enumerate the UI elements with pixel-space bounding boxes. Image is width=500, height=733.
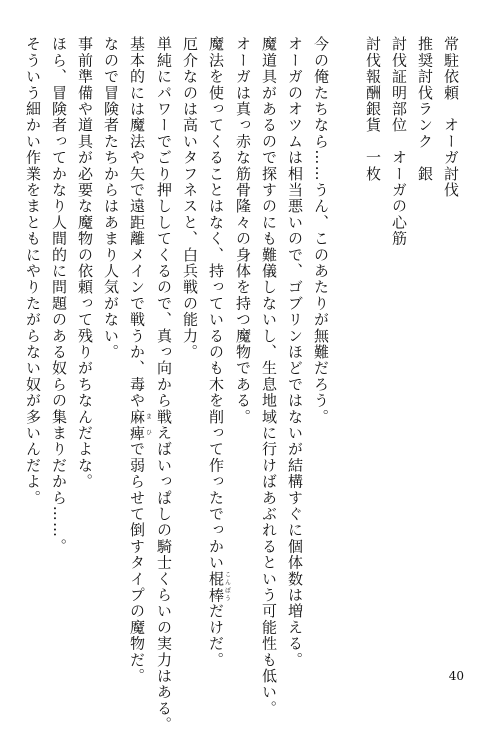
paragraph-line: 魔道具があるので探すのにも難儀しないし、生息地域に行けばあぶれるという可能性も低い。 <box>260 36 278 717</box>
paragraph-line: なので冒険者たちからはあまり人気がない。 <box>102 36 120 360</box>
paragraph-line <box>203 36 231 668</box>
paragraph-line: 事前準備や道具が必要な魔物の依頼って残りがちなんだよな。 <box>76 36 94 490</box>
paragraph-text: で弱らせて倒すタイプの魔物だ。 <box>128 441 146 685</box>
ruby-word <box>128 408 152 442</box>
paragraph-text: 基本的には魔法や矢で遠距離メインで戦うか、毒や <box>128 36 146 409</box>
ruby-reading: こんぼう <box>223 570 231 603</box>
ruby-base: 麻痺 <box>128 408 146 442</box>
quest-proof-line: 討伐証明部位 オーガの心筋 <box>390 36 408 247</box>
quest-rank-line: 推奨討伐ランク 銀 <box>416 36 434 182</box>
ruby-reading: まひ <box>144 408 152 442</box>
quest-reward-line: 討伐報酬銀貨 一枚 <box>364 36 382 182</box>
quest-title-line: 常駐依頼 オーガ討伐 <box>442 36 460 198</box>
paragraph-text: だけだ。 <box>207 603 225 668</box>
ruby-base: 棍棒 <box>207 570 225 604</box>
paragraph-text: 魔法を使ってくることはなく、持っているのも木を削って作ったでっかい <box>207 36 225 571</box>
paragraph-line: そういう細かい作業をまともにやりたがらない奴が多いんだよ。 <box>24 36 42 506</box>
paragraph-line: オーガのオツムは相当悪いので、ゴブリンほどではないが結構すぐに個体数は増える。 <box>286 36 304 668</box>
paragraph-line: ほら、冒険者ってかなり人間的に問題のある奴らの集まりだから……。 <box>50 36 68 555</box>
paragraph-line: 厄介なのは高いタフネスと、白兵戦の能力。 <box>181 36 199 360</box>
paragraph-line <box>124 36 152 685</box>
ruby-word <box>207 570 231 604</box>
paragraph-line: オーガは真っ赤な筋骨隆々の身体を持つ魔物である。 <box>234 36 252 425</box>
paragraph-line: 単純にパワーでごり押ししてくるので、真っ向から戦えばいっぱしの騎士くらいの実力はある。 <box>155 36 173 733</box>
blank-line <box>334 36 360 646</box>
paragraph-line: 今の俺たちなら……うん、このあたりが無難だろう。 <box>312 36 330 425</box>
page-number: 40 <box>448 669 464 683</box>
